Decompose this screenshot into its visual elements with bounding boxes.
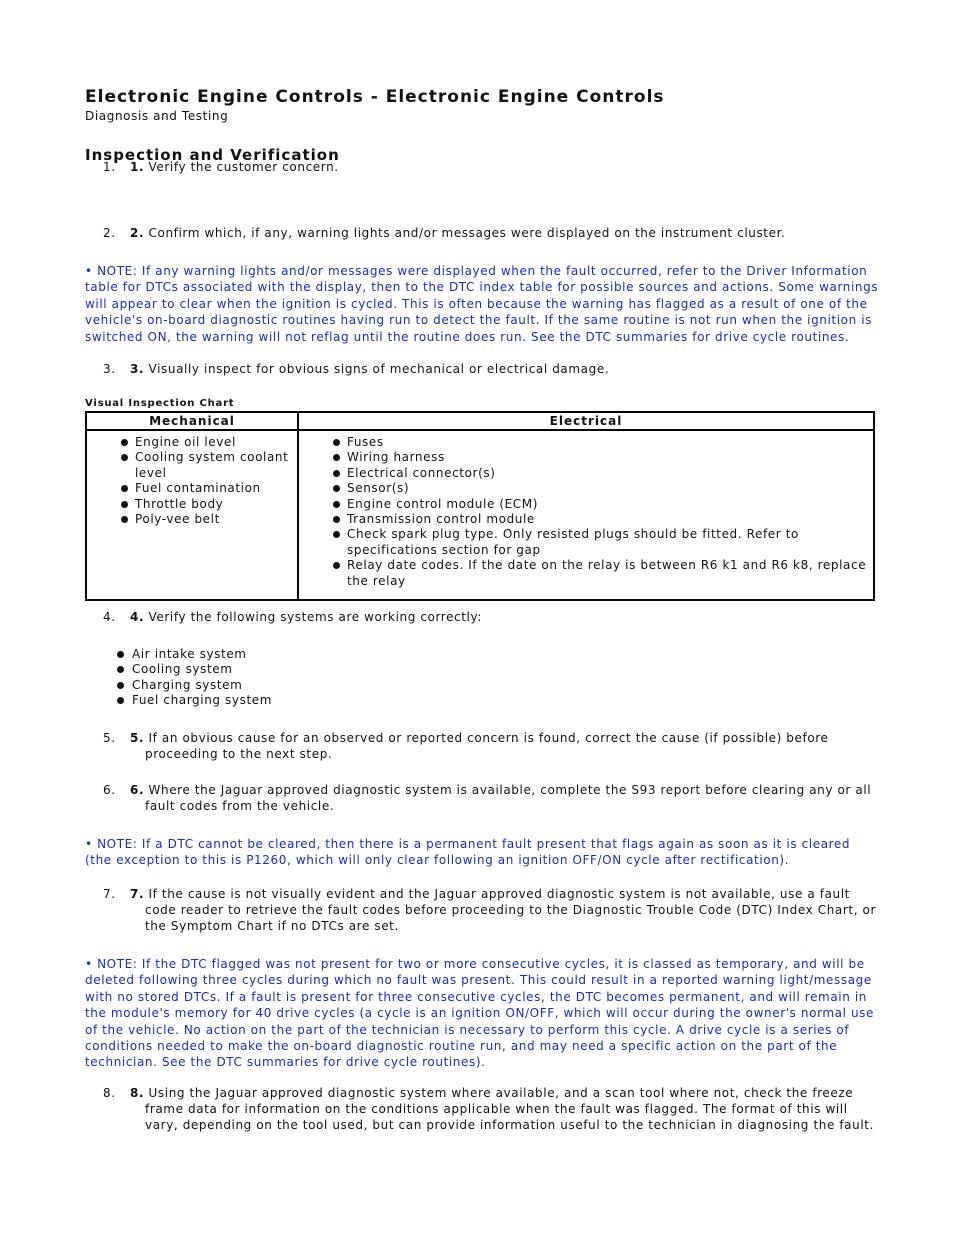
step-number: 8. [103, 1086, 116, 1100]
list-item: Transmission control module [299, 512, 873, 527]
bullet-icon [333, 516, 340, 523]
bullet-icon [333, 485, 340, 492]
list-item: Fuel contamination [87, 481, 297, 496]
step-4 [103, 609, 883, 625]
step-2 [103, 225, 883, 241]
list-item: Relay date codes. If the date on the relay is between R6 k1 and R6 k8, replace the relay [299, 558, 873, 589]
step-label: 7. [130, 887, 145, 901]
list-item: Throttle body [87, 497, 297, 512]
bullet-icon [121, 454, 128, 461]
list-item: Cooling system [103, 662, 272, 677]
step-text: Verify the customer concern. [148, 160, 339, 174]
list-item: Fuel charging system [103, 693, 272, 708]
list-item: Poly-vee belt [87, 512, 297, 527]
systems-list [103, 647, 272, 709]
bullet-icon [117, 666, 124, 673]
visual-inspection-table [85, 411, 875, 601]
note-warning-lights: • NOTE: If any warning lights and/or messages were displayed when the fault occurred, refer to the Driver Information table for DTCs associated with the display, then to the DTC index table for possible sources and actions. Some warnings will appear to clear when the ignition is cycled. This is often because the warning has flagged as a result of one of the vehicle's on-board diagnostic routines having run to detect the fault. If the same routine is not run when the ignition is switched ON, the warning will not reflag until the routine does run. See the DTC summaries for drive cycle routines. [85, 264, 879, 344]
step-number: 7. [103, 887, 116, 901]
step-number: 3. [103, 362, 116, 376]
bullet-icon [333, 454, 340, 461]
step-label: 2. [130, 226, 145, 240]
bullet-icon [333, 439, 340, 446]
note-dtc-temporary: • NOTE: If the DTC flagged was not present for two or more consecutive cycles, it is classed as temporary, and will be deleted following three cycles during which no fault was present. This could result in a reported warning light/message with no stored DTCs. If a fault is present for three consecutive cycles, the DTC becomes permanent, and will remain in the module's memory for 40 drive cycles (a cycle is an ignition ON/OFF, which will occur during the owner's normal use of the vehicle. No action on the part of the technician is necessary to perform this cycle. A drive cycle is a series of conditions needed to make the on-board diagnostic routine run, and may need a specific action on the part of the technician. See the DTC summaries for drive cycle routines). [85, 957, 875, 1070]
column-header-mechanical: Mechanical [86, 412, 298, 430]
step-label: 3. [130, 362, 145, 376]
note-dtc-clear: • NOTE: If a DTC cannot be cleared, then there is a permanent fault present that flags again as soon as it is cleared (the exception to this is P1260, which will only clear following an ignition OFF/ON cycle after rectification). [85, 837, 851, 868]
section-title: Inspection and Verification [85, 146, 340, 164]
bullet-icon [333, 501, 340, 508]
list-item: Charging system [103, 678, 272, 693]
bullet-icon [121, 516, 128, 523]
step-number: 4. [103, 610, 116, 624]
list-item: Sensor(s) [299, 481, 873, 496]
list-item: Air intake system [103, 647, 272, 662]
step-label: 5. [130, 731, 145, 745]
list-item: Electrical connector(s) [299, 466, 873, 481]
step-text: Where the Jaguar approved diagnostic system is available, complete the S93 report before clearing any or all fault codes from the vehicle. [145, 783, 872, 813]
step-label: 8. [130, 1086, 145, 1100]
step-3 [103, 361, 883, 377]
mechanical-cell [86, 430, 298, 600]
electrical-list [299, 435, 873, 589]
step-5 [103, 730, 883, 762]
step-7 [103, 886, 883, 934]
step-text: If an obvious cause for an observed or reported concern is found, correct the cause (if possible) before proceeding to the next step. [145, 731, 829, 761]
chart-caption: Visual Inspection Chart [85, 398, 235, 409]
list-item: Check spark plug type. Only resisted plugs should be fitted. Refer to specifications section for gap [299, 527, 873, 558]
list-item: Cooling system coolant level [87, 450, 297, 481]
electrical-cell [298, 430, 874, 600]
page-title: Electronic Engine Controls - Electronic Engine Controls [85, 87, 665, 107]
step-text: Confirm which, if any, warning lights and/or messages were displayed on the instrument cluster. [148, 226, 786, 240]
step-text: Using the Jaguar approved diagnostic system where available, and a scan tool where not, check the freeze frame data for information on the conditions applicable when the fault was flagged. The format of this will vary, depending on the tool used, but can provide information useful to the technician in diagnosing the fault. [145, 1086, 874, 1132]
bullet-icon [117, 697, 124, 704]
step-8 [103, 1085, 883, 1133]
bullet-icon [333, 470, 340, 477]
list-item: Engine oil level [87, 435, 297, 450]
mechanical-list [87, 435, 297, 527]
page-subtitle: Diagnosis and Testing [85, 109, 229, 123]
bullet-icon [117, 651, 124, 658]
bullet-icon [121, 501, 128, 508]
table-row [86, 430, 874, 600]
bullet-icon [121, 439, 128, 446]
step-1 [103, 159, 883, 175]
list-item: Engine control module (ECM) [299, 497, 873, 512]
step-label: 4. [130, 610, 145, 624]
bullet-icon [333, 531, 340, 538]
step-number: 1. [103, 160, 116, 174]
step-number: 6. [103, 783, 116, 797]
step-label: 1. [130, 160, 145, 174]
step-number: 2. [103, 226, 116, 240]
step-6 [103, 782, 883, 814]
bullet-icon [333, 562, 340, 569]
bullet-icon [117, 682, 124, 689]
list-item: Wiring harness [299, 450, 873, 465]
step-text: Verify the following systems are working correctly: [148, 610, 482, 624]
step-text: Visually inspect for obvious signs of mechanical or electrical damage. [148, 362, 610, 376]
bullet-icon [121, 485, 128, 492]
step-label: 6. [130, 783, 145, 797]
step-text: If the cause is not visually evident and the Jaguar approved diagnostic system is not available, use a fault code reader to retrieve the fault codes before proceeding to the Diagnostic Trouble Code (DTC) Index Chart, or the Symptom Chart if no DTCs are set. [145, 887, 877, 933]
table-header-row [86, 412, 874, 430]
column-header-electrical: Electrical [298, 412, 874, 430]
step-number: 5. [103, 731, 116, 745]
list-item: Fuses [299, 435, 873, 450]
systems-list-container [103, 647, 272, 709]
